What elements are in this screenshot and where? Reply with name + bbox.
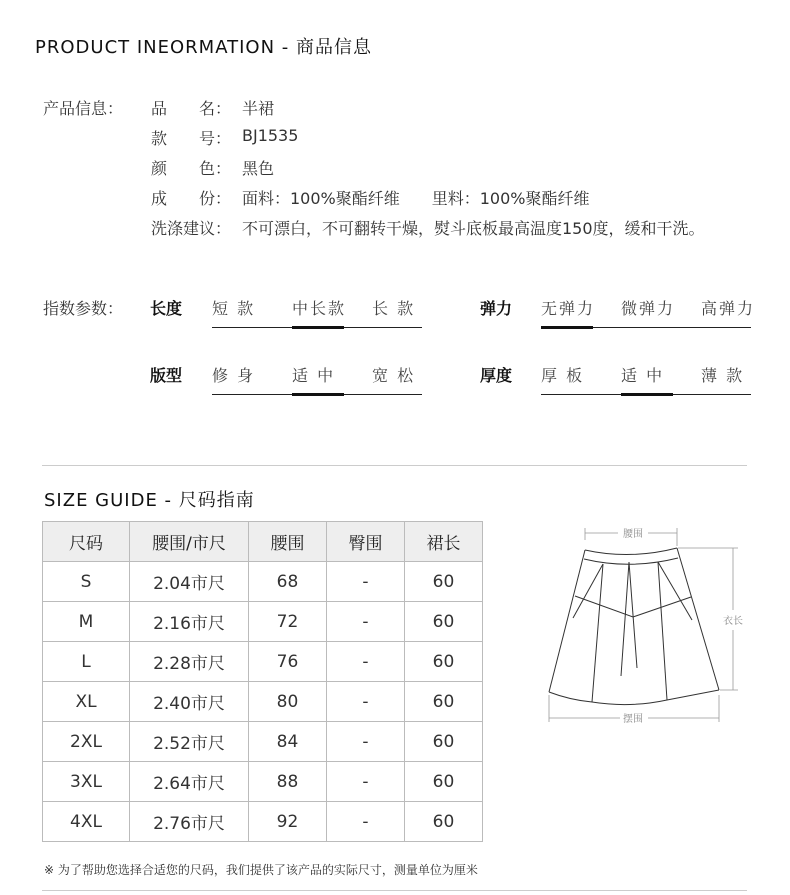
size-table-cell: 76 [249,642,327,682]
info-key: 颜 色： [151,159,232,178]
diagram-waist-label: 腰围 [623,529,643,540]
size-table-cell: 2.52市尺 [130,722,249,762]
index-length-option: 中长款 [292,299,347,318]
index-thickness-option: 适 中 [621,366,665,385]
index-length-marker [292,326,344,329]
size-table-cell: 60 [405,722,483,762]
table-row [43,762,483,802]
index-label: 指数参数： [43,299,124,318]
index-thickness-label: 厚度 [480,366,513,385]
size-table-cell: - [327,562,405,602]
size-table-cell: L [43,642,130,682]
size-table-cell: 60 [405,762,483,802]
size-table-cell: 68 [249,562,327,602]
size-table-cell: 2.16市尺 [130,602,249,642]
index-length-label: 长度 [150,299,183,318]
divider-bottom [42,890,747,891]
size-table-cell: - [327,682,405,722]
index-elasticity-option: 高弹力 [701,299,756,318]
table-row [43,722,483,762]
size-table-cell: 2.04市尺 [130,562,249,602]
measure-lines [549,528,738,722]
size-table-cell: - [327,802,405,842]
index-thickness-marker [621,393,673,396]
skirt-outline [549,548,719,705]
info-value: 面料：100%聚酯纤维 里料：100%聚酯纤维 [242,189,590,208]
size-table-cell: 60 [405,682,483,722]
size-table-cell: - [327,762,405,802]
size-table-cell: 4XL [43,802,130,842]
table-row [43,602,483,642]
index-fit-option: 适 中 [292,366,336,385]
index-fit-option: 修 身 [212,366,256,385]
size-table [42,521,483,842]
size-table-header: 腰围 [249,522,327,562]
diagram-length-label: 衣长 [723,616,743,627]
table-row [43,682,483,722]
index-fit-marker [292,393,344,396]
size-table-cell: - [327,642,405,682]
size-table-cell: 60 [405,642,483,682]
size-table-cell: 2.28市尺 [130,642,249,682]
size-table-cell: M [43,602,130,642]
size-table-cell: 80 [249,682,327,722]
diagram-hem-label: 摆围 [623,714,643,725]
info-value: 不可漂白，不可翻转干燥，熨斗底板最高温度150度，缓和干洗。 [242,219,705,238]
index-fit-label: 版型 [150,366,183,385]
info-value: 黑色 [242,159,275,178]
info-key: 洗涤建议： [151,219,232,238]
size-table-cell: 92 [249,802,327,842]
index-thickness-option: 厚 板 [541,366,585,385]
size-table-cell: XL [43,682,130,722]
index-thickness-option: 薄 款 [701,366,745,385]
size-table-header: 裙长 [405,522,483,562]
size-table-cell: 2.76市尺 [130,802,249,842]
size-table-cell: 2XL [43,722,130,762]
size-table-cell: - [327,602,405,642]
size-table-cell: 3XL [43,762,130,802]
info-key: 款 号： [151,129,232,148]
index-elasticity-option: 微弹力 [621,299,676,318]
table-row [43,562,483,602]
index-fit-option: 宽 松 [372,366,416,385]
info-value: 半裙 [242,99,275,118]
size-note: ※ 为了帮助您选择合适您的尺码，我们提供了该产品的实际尺寸，测量单位为厘米 [44,863,478,877]
info-key: 成 份： [151,189,232,208]
index-length-option: 长 款 [372,299,416,318]
divider [42,465,747,466]
size-table-cell: - [327,722,405,762]
skirt-diagram [530,510,790,730]
size-table-cell: 60 [405,602,483,642]
index-length-option: 短 款 [212,299,256,318]
size-table-header: 腰围/市尺 [130,522,249,562]
size-table-cell: 88 [249,762,327,802]
index-elasticity-option: 无弹力 [541,299,596,318]
size-table-cell: 60 [405,802,483,842]
product-info-label: 产品信息： [43,99,124,118]
size-table-cell: 2.64市尺 [130,762,249,802]
table-row [43,642,483,682]
table-row [43,802,483,842]
product-info-title: PRODUCT INEORMATION - 商品信息 [35,37,372,58]
size-table-cell: 72 [249,602,327,642]
index-elasticity-marker [541,326,593,329]
size-table-header: 臀围 [327,522,405,562]
size-table-cell: 2.40市尺 [130,682,249,722]
info-key: 品 名： [151,99,232,118]
info-value: BJ1535 [242,126,299,145]
size-guide-title: SIZE GUIDE - 尺码指南 [44,490,255,511]
size-table-cell: 60 [405,562,483,602]
index-elasticity-label: 弹力 [480,299,513,318]
size-table-cell: 84 [249,722,327,762]
size-table-cell: S [43,562,130,602]
size-table-header: 尺码 [43,522,130,562]
